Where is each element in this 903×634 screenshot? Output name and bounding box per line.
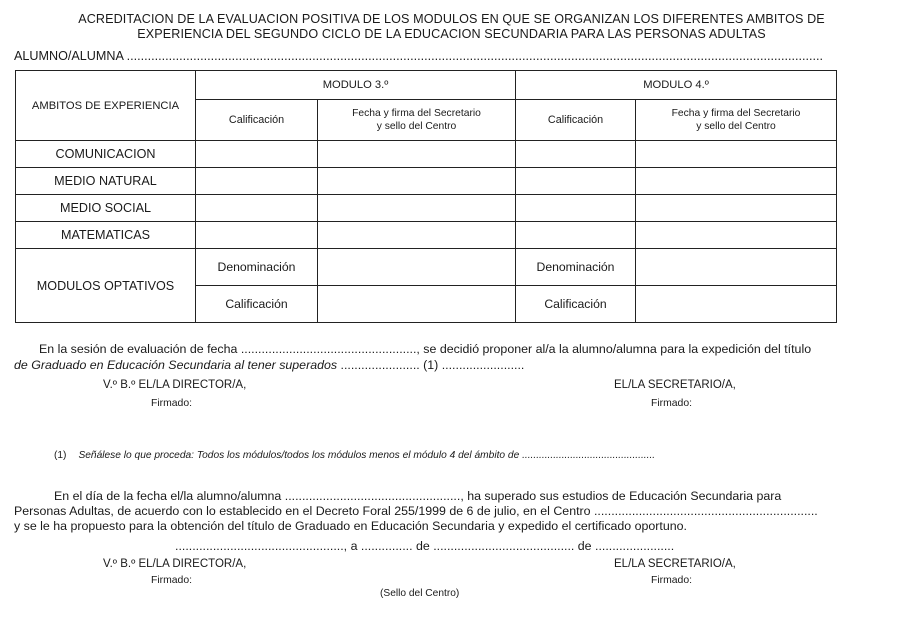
fecha-firma-header-m4 [636,100,837,141]
section1-line2-rest: ....................... (1) ........................ [337,358,525,372]
sello-centro: (Sello del Centro) [380,588,460,599]
cell-empty [636,286,837,323]
cell-empty [318,195,516,222]
fecha-firma-header-m3 [318,100,516,141]
section1-line1: En la sesión de evaluación de fecha ..................................................., se decidió proponer al/a la alumno/alumna para la expedición del título [39,342,812,356]
table-row [16,141,837,168]
footnote-text: Señálese lo que proceda: Todos los módulos/todos los módulos menos el módulo 4 del ámbito de ............................................... [78,450,656,461]
firmado-right: Firmado: [651,398,692,409]
section2-date-line: ................................................., a ............... de ......................................... de ....................... [175,539,675,553]
cell-empty [318,286,516,323]
ambitos-header: AMBITOS DE EXPERIENCIA [16,71,196,141]
vb-director-label-2: V.º B.º EL/LA DIRECTOR/A, [103,558,247,570]
secretario-label: EL/LA SECRETARIO/A, [614,379,736,391]
table-row [16,249,837,286]
cell-empty [636,168,837,195]
cell-empty [318,168,516,195]
firmado-left-2: Firmado: [151,575,192,586]
denominacion-label-m3: Denominación [196,249,318,286]
section1-line2 [14,357,524,373]
row-label-comunicacion: COMUNICACION [16,141,196,168]
table-row [16,222,837,249]
ambitos-table [15,70,837,323]
section2-line3: y se le ha propuesto para la obtención del título de Graduado en Educación Secundaria y expedido el certificado oportuno. [14,519,687,533]
fecha-firma-line2: y sello del Centro [376,121,457,132]
fecha-firma-line2: y sello del Centro [696,121,776,132]
modulo3-header: MODULO 3.º [196,71,516,100]
firmado-left: Firmado: [151,398,192,409]
cell-empty [636,249,837,286]
row-label-medio-natural: MEDIO NATURAL [16,168,196,195]
cell-empty [196,141,318,168]
cell-empty [516,168,636,195]
modulo4-header: MODULO 4.º [516,71,837,100]
cell-empty [196,222,318,249]
vb-director-label: V.º B.º EL/LA DIRECTOR/A, [103,379,247,391]
cell-empty [516,195,636,222]
alumno-field: ALUMNO/ALUMNA ....................................................................................................................................................................................................... [14,49,823,63]
row-label-medio-social: MEDIO SOCIAL [16,195,196,222]
section2-line2: Personas Adultas, de acuerdo con lo establecido en el Decreto Foral 255/1999 de 6 de julio, en el Centro ................................................................. [14,504,818,518]
table-row [16,195,837,222]
cell-empty [516,141,636,168]
cell-empty [636,141,837,168]
cell-empty [516,222,636,249]
section1-line2-italic: de Graduado en Educación Secundaria al tener superados [14,358,338,372]
footnote [54,450,655,461]
fecha-firma-line1: Fecha y firma del Secretario [671,108,801,119]
section2-line1: En el día de la fecha el/la alumno/alumna ..................................................., ha superado sus estudios de Educación Secundaria para [54,489,782,503]
secretario-label-2: EL/LA SECRETARIO/A, [614,558,736,570]
firmado-right-2: Firmado: [651,575,692,586]
row-label-optativos: MODULOS OPTATIVOS [16,249,196,323]
cell-empty [318,249,516,286]
cell-empty [318,141,516,168]
cell-empty [196,168,318,195]
denominacion-label-m4: Denominación [516,249,636,286]
calificacion-label-opt-m4: Calificación [516,286,636,323]
calificacion-header-m3: Calificación [196,100,318,141]
table-row [16,168,837,195]
calificacion-header-m4: Calificación [516,100,636,141]
cell-empty [196,195,318,222]
fecha-firma-line1: Fecha y firma del Secretario [352,108,481,119]
calificacion-label-opt-m3: Calificación [196,286,318,323]
document-title-line2: EXPERIENCIA DEL SEGUNDO CICLO DE LA EDUCACION SECUNDARIA PARA LAS PERSONAS ADULTAS [137,27,766,41]
footnote-number: (1) [54,450,67,461]
document-title-line1: ACREDITACION DE LA EVALUACION POSITIVA DE LOS MODULOS EN QUE SE ORGANIZAN LOS DIFERENTES AMBITOS DE [78,12,825,26]
cell-empty [318,222,516,249]
row-label-matematicas: MATEMATICAS [16,222,196,249]
cell-empty [636,222,837,249]
cell-empty [636,195,837,222]
